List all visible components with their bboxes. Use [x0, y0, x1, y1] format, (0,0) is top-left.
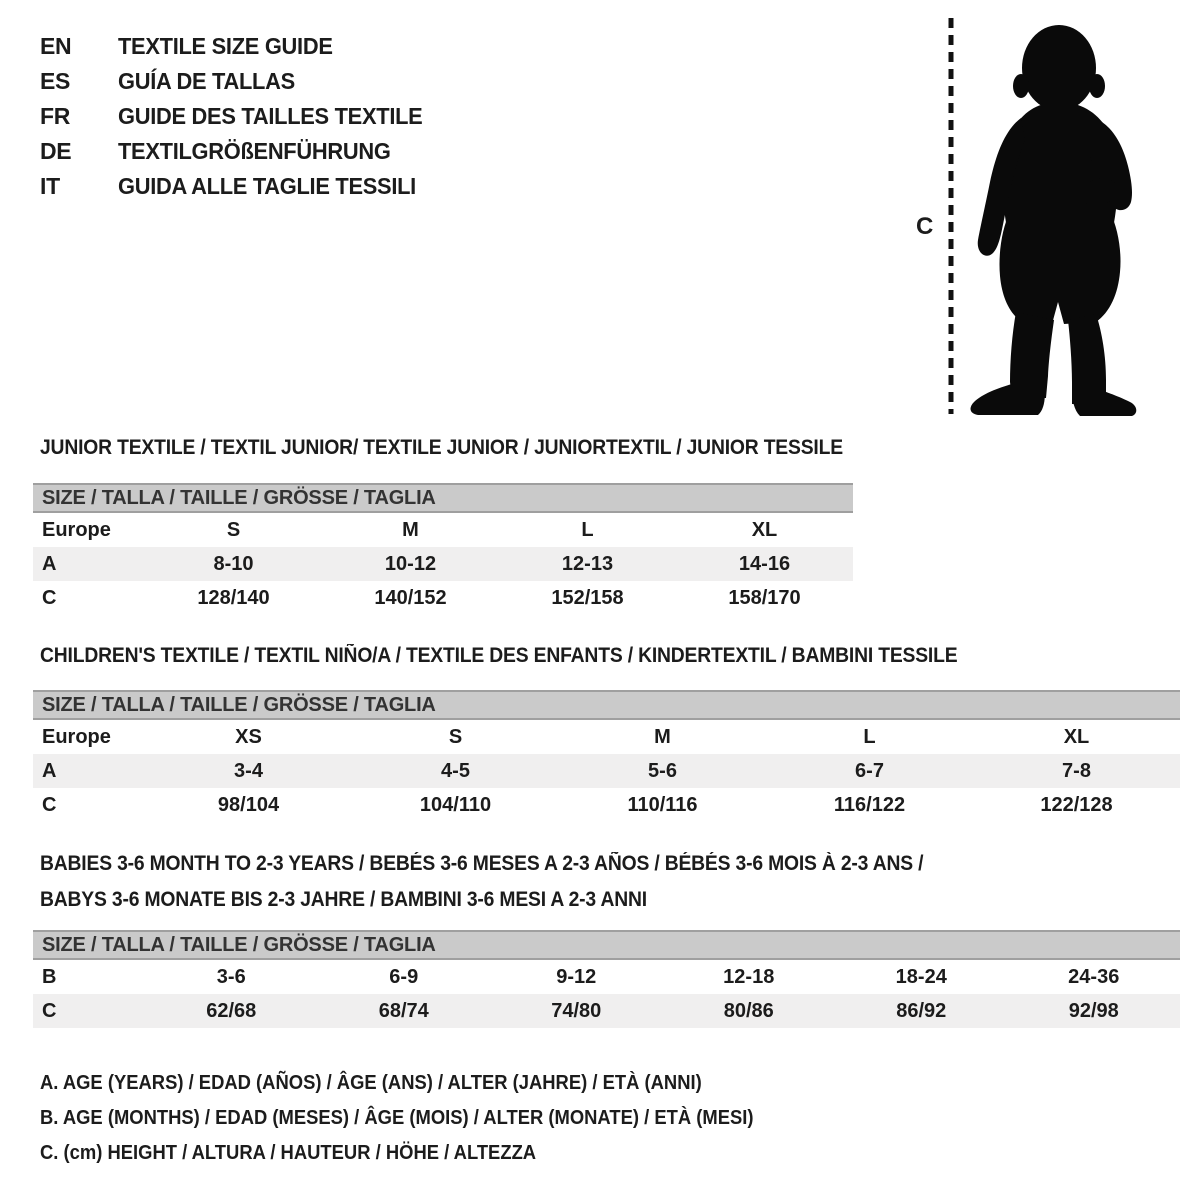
cell: L: [863, 725, 876, 748]
language-label: TEXTILE SIZE GUIDE: [118, 33, 333, 59]
language-code: FR: [40, 103, 71, 129]
cell: 80/86: [723, 999, 774, 1022]
row-label: C: [42, 999, 57, 1022]
row-label: A: [42, 759, 57, 782]
cell: 8-10: [213, 552, 254, 575]
cell: 5-6: [648, 759, 677, 782]
cell: 122/128: [1040, 793, 1113, 816]
language-code: DE: [40, 138, 72, 164]
legend: [40, 1066, 816, 1171]
children-size-table: [33, 690, 1180, 822]
cell: XL: [751, 518, 778, 541]
cell: 14-16: [738, 552, 791, 575]
section-title-babies-line2: BABYS 3-6 MONATE BIS 2-3 JAHRE / BAMBINI 3-6 MESI A 2-3 ANNI: [40, 888, 647, 911]
language-code: EN: [40, 33, 72, 59]
language-label: GUIDE DES TAILLES TEXTILE: [118, 103, 423, 129]
section-title-children: CHILDREN'S TEXTILE / TEXTIL NIÑO/A / TEXTILE DES ENFANTS / KINDERTEXTIL / BAMBINI TESSILE: [40, 644, 958, 667]
cell: 10-12: [384, 552, 437, 575]
cell: M: [402, 518, 419, 541]
table-row-europe: [33, 720, 1180, 754]
language-code: IT: [40, 173, 60, 199]
language-list: [40, 29, 439, 204]
cell: M: [654, 725, 671, 748]
legend-line-c: C. (cm) HEIGHT / ALTURA / HAUTEUR / HÖHE / ALTEZZA: [40, 1142, 537, 1164]
row-label: A: [42, 552, 57, 575]
cell: 140/152: [374, 586, 447, 609]
table-row-height: [33, 788, 1180, 822]
row-label: Europe: [42, 725, 111, 748]
cell: 7-8: [1062, 759, 1091, 782]
row-label: B: [42, 965, 57, 988]
cell: 62/68: [206, 999, 257, 1022]
legend-line-a: A. AGE (YEARS) / EDAD (AÑOS) / ÂGE (ANS) / ALTER (JAHRE) / ETÀ (ANNI): [40, 1072, 702, 1094]
section-title-junior: JUNIOR TEXTILE / TEXTIL JUNIOR/ TEXTILE JUNIOR / JUNIORTEXTIL / JUNIOR TESSILE: [40, 436, 843, 459]
cell: 18-24: [895, 965, 947, 988]
cell: L: [581, 518, 594, 541]
table-row-height: [33, 994, 1180, 1028]
language-row-it: [40, 169, 439, 204]
babies-size-table: [33, 930, 1180, 1028]
cell: 4-5: [441, 759, 470, 782]
cell: 12-13: [561, 552, 614, 575]
language-label: TEXTILGRÖßENFÜHRUNG: [118, 138, 391, 164]
language-label: GUÍA DE TALLAS: [118, 68, 295, 94]
language-row-en: [40, 29, 439, 64]
cell: 86/92: [896, 999, 947, 1022]
cell: 158/170: [728, 586, 801, 609]
cell: 9-12: [556, 965, 597, 988]
language-label: GUIDA ALLE TAGLIE TESSILI: [118, 173, 416, 199]
cell: S: [226, 518, 241, 541]
junior-size-table: [33, 483, 853, 615]
cell: S: [448, 725, 463, 748]
cell: 116/122: [833, 793, 906, 816]
cell: 98/104: [217, 793, 280, 816]
cell: 128/140: [197, 586, 270, 609]
language-code: ES: [40, 68, 71, 94]
cell: 3-6: [216, 965, 246, 988]
legend-line-b: B. AGE (MONTHS) / EDAD (MESES) / ÂGE (MOIS) / ALTER (MONATE) / ETÀ (MESI): [40, 1107, 754, 1129]
height-measure-label: C: [916, 213, 934, 240]
cell: 6-9: [389, 965, 419, 988]
cell: 74/80: [551, 999, 602, 1022]
table-row-months: [33, 960, 1180, 994]
cell: 68/74: [378, 999, 429, 1022]
language-row-fr: [40, 99, 439, 134]
table-header: SIZE / TALLA / TAILLE / GRÖSSE / TAGLIA: [33, 690, 1180, 720]
cell: 12-18: [723, 965, 775, 988]
baby-silhouette-icon: [963, 14, 1141, 422]
table-row-europe: [33, 513, 853, 547]
table-row-age: [33, 754, 1180, 788]
cell: 6-7: [855, 759, 884, 782]
language-row-de: [40, 134, 439, 169]
cell: 104/110: [419, 793, 492, 816]
row-label: C: [42, 793, 57, 816]
cell: 24-36: [1068, 965, 1120, 988]
row-label: Europe: [42, 518, 111, 541]
section-title-babies-line1: BABIES 3-6 MONTH TO 2-3 YEARS / BEBÉS 3-6 MESES A 2-3 AÑOS / BÉBÉS 3-6 MOIS À 2-3 ANS /: [40, 852, 924, 875]
cell: 3-4: [234, 759, 263, 782]
cell: XS: [235, 725, 262, 748]
table-row-height: [33, 581, 853, 615]
language-row-es: [40, 64, 439, 99]
cell: XL: [1063, 725, 1090, 748]
table-row-age: [33, 547, 853, 581]
table-header: SIZE / TALLA / TAILLE / GRÖSSE / TAGLIA: [33, 930, 1180, 960]
table-header: SIZE / TALLA / TAILLE / GRÖSSE / TAGLIA: [33, 483, 853, 513]
cell: 152/158: [551, 586, 624, 609]
row-label: C: [42, 586, 57, 609]
height-dashed-line: [947, 16, 955, 416]
cell: 92/98: [1068, 999, 1119, 1022]
cell: 110/116: [627, 793, 698, 816]
